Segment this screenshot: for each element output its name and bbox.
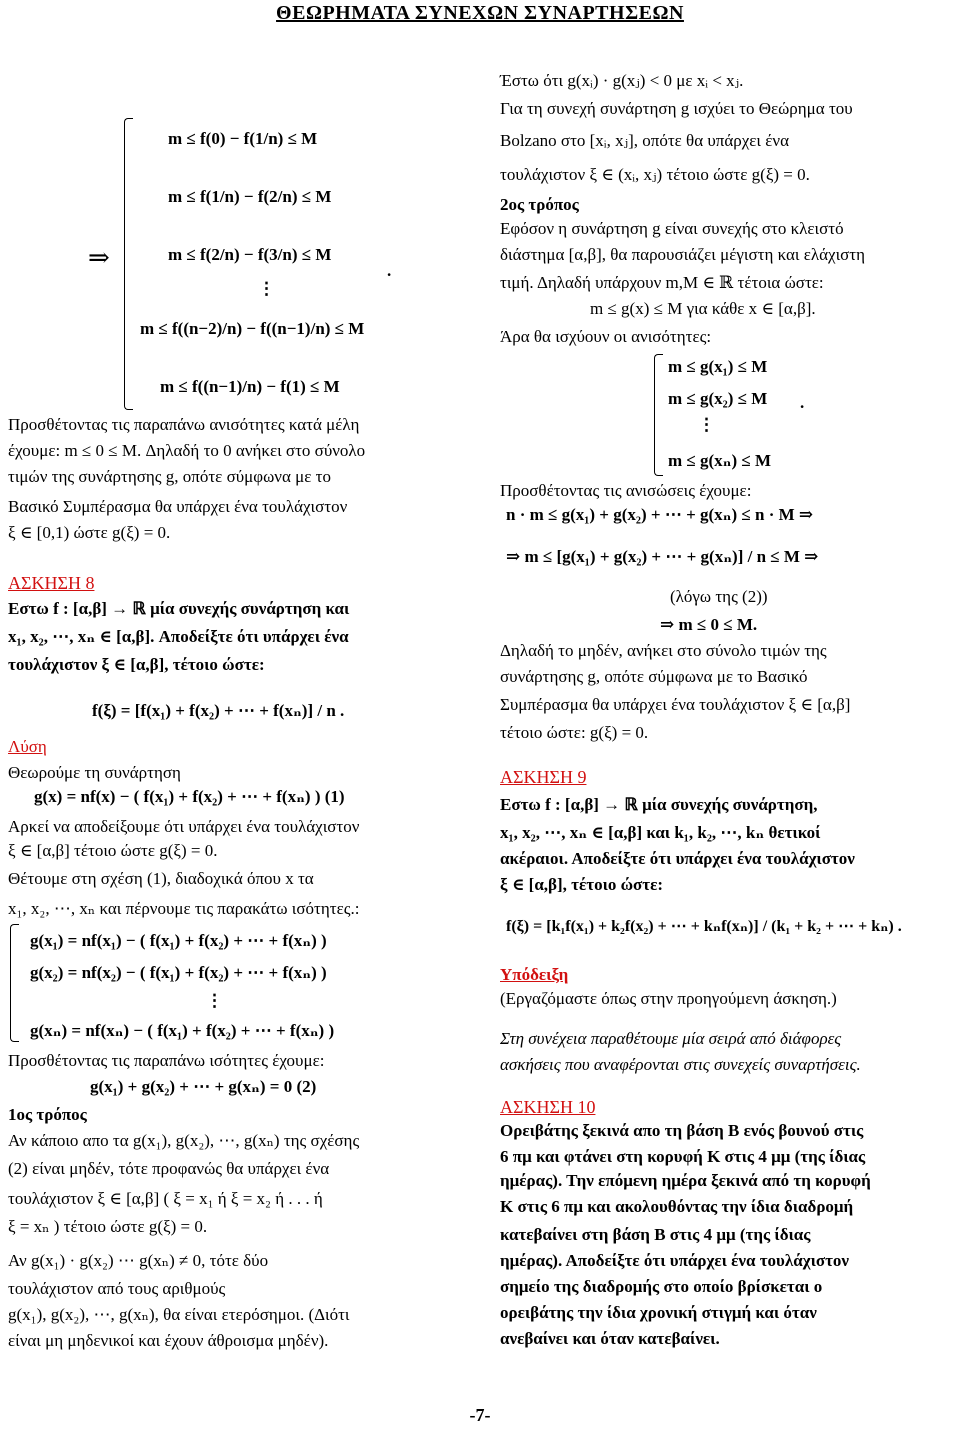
exercise-line: τουλάχιστον ξ ∈ [α,β], τέτοιο ώστε: — [8, 655, 265, 674]
exercise-line: ξ ∈ [α,β], τέτοιο ώστε: — [500, 875, 664, 894]
paragraph-line: Θέτουμε στη σχέση (1), διαδοχικά όπου x τα — [8, 869, 314, 888]
vertical-dots: ⋮ — [258, 279, 275, 298]
paragraph-line: Θεωρούμε τη συνάρτηση — [8, 763, 181, 782]
conclusion-inequality: ⇒ m ≤ 0 ≤ M. — [660, 615, 758, 634]
paragraph-line: τιμών της συνάρτησης g, οπότε σύμφωνα με το — [8, 467, 331, 486]
implies-arrow: ⇒ — [88, 243, 110, 272]
note-line: Στη συνέχεια παραθέτουμε μία σειρά από διάφορες — [500, 1029, 842, 1048]
paragraph-line: τουλάχιστον ξ ∈ (xᵢ, xⱼ) τέτοιο ώστε g(ξ) = 0. — [500, 165, 810, 184]
exercise-line: κατεβαίνει στη βάση B στις 4 μμ (της ίδιας — [500, 1225, 811, 1244]
paragraph-line: τιμή. Δηλαδή υπάρχουν m,M ∈ ℝ τέτοια ώστε: — [500, 273, 824, 292]
paragraph-line: Αρκεί να αποδείξουμε ότι υπάρχει ένα τουλάχιστον — [8, 817, 360, 836]
paragraph-line: Εφόσον η συνάρτηση g είναι συνεχής στο κλειστό — [500, 219, 844, 238]
paragraph-line: είναι μη μηδενικοί και έχουν άθροισμα μηδέν). — [8, 1331, 329, 1350]
paragraph-line: τουλάχιστον από τους αριθμούς — [8, 1279, 226, 1298]
page-title: ΘΕΩΡΗΜΑΤΑ ΣΥΝΕΧΩΝ ΣΥΝΑΡΤΗΣΕΩΝ — [276, 2, 684, 24]
vertical-dots: ⋮ — [698, 415, 715, 434]
exercise-line: Ορειβάτης ξεκινά απο τη βάση B ενός βουνού στις — [500, 1121, 864, 1140]
solution-heading: Λύση — [8, 737, 47, 756]
paragraph-line: Δηλαδή το μηδέν, ανήκει στο σύνολο τιμών της — [500, 641, 827, 660]
paragraph-line: x₁, x₂, ⋯, xₙ και πέρνουμε τις παρακάτω ισότητες.: — [8, 899, 360, 918]
paragraph-line: τέτοιο ώστε: g(ξ) = 0. — [500, 723, 649, 742]
exercise-line: Εστω f : [α,β] → ℝ μία συνεχής συνάρτηση, — [500, 795, 818, 814]
paragraph-line: Αν κάποιο απο τα g(x₁), g(x₂), ⋯, g(xₙ) της σχέσης — [8, 1131, 360, 1150]
inequality-row: m ≤ g(xₙ) ≤ M — [668, 451, 772, 470]
paragraph-line: (2) είναι μηδέν, τότε προφανώς θα υπάρχει ένα — [8, 1159, 330, 1178]
sum-inequality: n · m ≤ g(x₁) + g(x₂) + ⋯ + g(xₙ) ≤ n · M ⇒ — [506, 505, 814, 524]
equation-1: g(x) = nf(x) − ( f(x₁) + f(x₂) + ⋯ + f(xₙ) ) (1) — [34, 787, 345, 806]
exercise-line: x₁, x₂, ⋯, xₙ ∈ [α,β]. Αποδείξτε ότι υπάρχει ένα — [8, 627, 349, 646]
system-brace — [10, 924, 19, 1042]
paragraph-line: Προσθέτοντας τις ανισώσεις έχουμε: — [500, 481, 752, 500]
exercise-8-heading: ΑΣΚΗΣΗ 8 — [8, 573, 95, 593]
inequality-row: m ≤ f(1/n) − f(2/n) ≤ M — [168, 187, 332, 206]
mean-inequality: ⇒ m ≤ [g(x₁) + g(x₂) + ⋯ + g(xₙ)] / n ≤ M ⇒ — [506, 547, 819, 566]
paragraph-line: Προσθέτοντας τις παραπάνω ισότητες έχουμε: — [8, 1051, 325, 1070]
paragraph-line: ξ ∈ [α,β] τέτοιο ώστε g(ξ) = 0. — [8, 841, 218, 860]
paragraph-line: συνάρτησης g, οπότε σύμφωνα με το Βασικό — [500, 667, 808, 686]
paragraph-line: ξ = xₙ ) τέτοιο ώστε g(ξ) = 0. — [8, 1217, 208, 1236]
paragraph-line: ξ ∈ [0,1) ώστε g(ξ) = 0. — [8, 523, 171, 542]
page-number: -7- — [469, 1405, 491, 1425]
exercise-line: ανεβαίνει και όταν κατεβαίνει. — [500, 1329, 720, 1348]
paragraph-line: Bolzano στο [xᵢ, xⱼ], οπότε θα υπάρχει ένα — [500, 131, 789, 150]
paragraph-line: Προσθέτοντας τις παραπάνω ανισότητες κατά μέλη — [8, 415, 360, 434]
inequality-row: m ≤ f((n−2)/n) − f((n−1)/n) ≤ M — [140, 319, 365, 338]
paragraph-line: Συμπέρασμα θα υπάρχει ένα τουλάχιστον ξ ∈ [α,β] — [500, 695, 851, 714]
exercise-line: K στις 6 πμ και ακολουθόντας την ίδια διαδρομή — [500, 1197, 854, 1216]
exercise-8-equation: f(ξ) = [f(x₁) + f(x₂) + ⋯ + f(xₙ)] / n . — [92, 701, 345, 720]
equality-row: g(xₙ) = nf(xₙ) − ( f(x₁) + f(x₂) + ⋯ + f(xₙ) ) — [30, 1021, 335, 1040]
inequality-row: m ≤ g(x₁) ≤ M — [668, 357, 768, 376]
vertical-dots: ⋮ — [206, 991, 223, 1010]
paragraph-line: Άρα θα ισχύουν οι ανισότητες: — [500, 327, 712, 346]
exercise-line: ημέρας). Αποδείξτε ότι υπάρχει ένα τουλάχιστον — [500, 1251, 850, 1270]
paragraph-line: m ≤ g(x) ≤ M για κάθε x ∈ [α,β]. — [590, 299, 816, 318]
system-period: . — [800, 393, 805, 412]
paragraph-line: έχουμε: m ≤ 0 ≤ M. Δηλαδή το 0 ανήκει στο σύνολο — [8, 441, 366, 460]
paragraph-line: τουλάχιστον ξ ∈ [α,β] ( ξ = x₁ ή ξ = x₂ ή . . . ή — [8, 1189, 323, 1208]
paragraph-line: Βασικό Συμπέρασμα θα υπάρχει ένα τουλάχιστον — [8, 497, 348, 516]
system-brace — [124, 118, 133, 410]
exercise-9-equation: f(ξ) = [k₁f(x₁) + k₂f(x₂) + ⋯ + kₙf(xₙ)] / (k₁ + k₂ + ⋯ + kₙ) . — [506, 918, 902, 935]
exercise-9-heading: ΑΣΚΗΣΗ 9 — [500, 767, 587, 787]
system-period: . — [387, 261, 392, 280]
exercise-line: x₁, x₂, ⋯, xₙ ∈ [α,β] και k₁, k₂, ⋯, kₙ θετικοί — [500, 823, 821, 842]
exercise-line: ημέρας). Την επόμενη ημέρα ξεκινά από τη κορυφή — [500, 1171, 871, 1190]
inequality-row: m ≤ f(0) − f(1/n) ≤ M — [168, 129, 318, 148]
exercise-line: Εστω f : [α,β] → ℝ μία συνεχής συνάρτηση και — [8, 599, 350, 618]
equality-row: g(x₁) = nf(x₁) − ( f(x₁) + f(x₂) + ⋯ + f(xₙ) ) — [30, 931, 327, 950]
paragraph-line: Έστω ότι g(xᵢ) · g(xⱼ) < 0 με xᵢ < xⱼ. — [500, 71, 744, 90]
exercise-line: ακέραιοι. Αποδείξτε ότι υπάρχει ένα τουλάχιστον — [500, 849, 855, 868]
paragraph-line: Αν g(x₁) · g(x₂) ⋯ g(xₙ) ≠ 0, τότε δύο — [8, 1251, 269, 1270]
hint-heading: Υπόδειξη — [500, 965, 569, 984]
paragraph-line: Για τη συνεχή συνάρτηση g ισχύει το Θεώρημα του — [500, 99, 853, 118]
inequality-row: m ≤ f(2/n) − f(3/n) ≤ M — [168, 245, 332, 264]
system-brace — [654, 354, 663, 476]
exercise-line: σημείο της διαδρομής στο οποίο βρίσκεται ο — [500, 1277, 823, 1296]
method-1-heading: 1ος τρόπος — [8, 1105, 87, 1124]
inequality-row: m ≤ f((n−1)/n) − f(1) ≤ M — [160, 377, 340, 396]
equality-row: g(x₂) = nf(x₂) − ( f(x₁) + f(x₂) + ⋯ + f(xₙ) ) — [30, 963, 327, 982]
exercise-10-heading: ΑΣΚΗΣΗ 10 — [500, 1097, 596, 1117]
equation-2: g(x₁) + g(x₂) + ⋯ + g(xₙ) = 0 (2) — [90, 1077, 317, 1096]
paragraph-line: διάστημα [α,β], θα παρουσιάζει μέγιστη και ελάχιστη — [500, 245, 866, 264]
exercise-line: ορειβάτης την ίδια χρονική στιγμή και όταν — [500, 1303, 817, 1322]
note-line: ασκήσεις που αναφέρονται στις συνεχείς συναρτήσεις. — [500, 1055, 861, 1074]
method-2-heading: 2ος τρόπος — [500, 195, 579, 214]
inequality-row: m ≤ g(x₂) ≤ M — [668, 389, 768, 408]
reference-note: (λόγω της (2)) — [670, 587, 768, 606]
paragraph-line: g(x₁), g(x₂), ⋯, g(xₙ), θα είναι ετερόσημοι. (Διότι — [8, 1305, 350, 1324]
hint-text: (Εργαζόμαστε όπως στην προηγούμενη άσκηση.) — [500, 989, 837, 1008]
exercise-line: 6 πμ και φτάνει στη κορυφή K στις 4 μμ (της ίδιας — [500, 1147, 866, 1166]
